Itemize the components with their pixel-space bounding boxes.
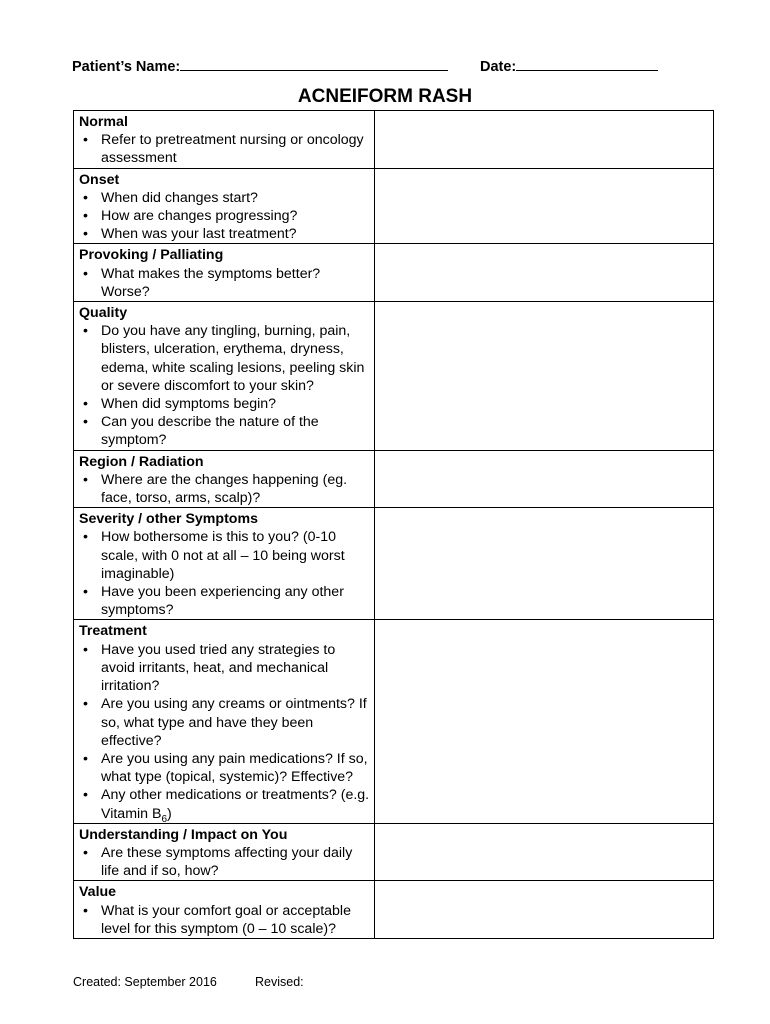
footer — [73, 975, 304, 989]
list-item: • When did changes start? — [79, 189, 371, 207]
answer-cell[interactable] — [375, 111, 714, 169]
answer-cell[interactable] — [375, 823, 714, 881]
date-blank[interactable] — [516, 56, 658, 71]
section-understanding — [74, 823, 375, 881]
table-row — [74, 244, 714, 302]
section-title: Region / Radiation — [79, 453, 204, 470]
revised-label: Revised: — [255, 975, 304, 989]
list-item: • How are changes progressing? — [79, 207, 371, 225]
list-item: • Where are the changes happening (eg. face, torso, arms, scalp)? — [79, 471, 371, 507]
table-row — [74, 111, 714, 169]
section-value — [74, 881, 375, 939]
date-field[interactable] — [480, 56, 658, 75]
list-item: • Are you using any creams or ointments? If so, what type and have they been effective? — [79, 695, 371, 750]
answer-cell[interactable] — [375, 450, 714, 508]
list-item: • Refer to pretreatment nursing or oncology assessment — [79, 131, 371, 167]
section-title: Treatment — [79, 623, 147, 640]
answer-cell[interactable] — [375, 881, 714, 939]
answer-cell[interactable] — [375, 508, 714, 620]
list-item: • Have you been experiencing any other symptoms? — [79, 583, 371, 619]
list-item: • When was your last treatment? — [79, 225, 371, 243]
list-item: • What is your comfort goal or acceptable level for this symptom (0 – 10 scale)? — [79, 902, 371, 938]
list-item-text-end: ) — [167, 805, 172, 822]
section-title: Provoking / Palliating — [79, 247, 224, 264]
table-row — [74, 302, 714, 451]
list-item: • Do you have any tingling, burning, pain, blisters, ulceration, erythema, dryness, edema, white scaling lesions, peeling skin or severe discomfort to your skin? — [79, 322, 371, 395]
list-item-text: Any other medications or treatments? (e.g. Vitamin B — [101, 787, 370, 822]
section-provoking — [74, 244, 375, 302]
answer-cell[interactable] — [375, 302, 714, 451]
table-row — [74, 508, 714, 620]
section-treatment — [74, 620, 375, 823]
table-row — [74, 823, 714, 881]
date-label: Date: — [480, 59, 517, 75]
table-row — [74, 168, 714, 244]
patient-name-field[interactable] — [72, 56, 448, 75]
section-title: Value — [79, 884, 117, 901]
page-title: ACNEIFORM RASH — [297, 86, 473, 107]
table-row — [74, 450, 714, 508]
section-region — [74, 450, 375, 508]
section-title: Quality — [79, 305, 128, 322]
answer-cell[interactable] — [375, 244, 714, 302]
list-item — [79, 786, 371, 825]
section-onset — [74, 168, 375, 244]
section-quality — [74, 302, 375, 451]
section-title: Onset — [79, 171, 120, 188]
section-severity — [74, 508, 375, 620]
section-title: Normal — [79, 114, 128, 130]
answer-cell[interactable] — [375, 168, 714, 244]
list-item: • Are you using any pain medications? If so, what type (topical, systemic)? Effective? — [79, 750, 371, 786]
patient-name-blank[interactable] — [180, 56, 448, 71]
list-item: • Are these symptoms affecting your daily life and if so, how? — [79, 844, 371, 880]
list-item: • Have you used tried any strategies to avoid irritants, heat, and mechanical irritation? — [79, 641, 371, 696]
list-item: • How bothersome is this to you? (0-10 scale, with 0 not at all – 10 being worst imaginable) — [79, 528, 371, 583]
section-title: Severity / other Symptoms — [79, 511, 258, 528]
list-item: • What makes the symptoms better? Worse? — [79, 265, 371, 301]
table-row — [74, 881, 714, 939]
assessment-table — [73, 110, 714, 939]
list-item: • When did symptoms begin? — [79, 395, 371, 413]
created-date: Created: September 2016 — [73, 975, 217, 989]
table-row — [74, 620, 714, 823]
answer-cell[interactable] — [375, 620, 714, 823]
subscript-text: 6 — [161, 813, 168, 825]
patient-name-label: Patient’s Name: — [72, 59, 181, 75]
section-normal — [74, 111, 375, 169]
list-item: • Can you describe the nature of the symptom? — [79, 413, 371, 449]
section-title: Understanding / Impact on You — [79, 826, 288, 843]
patient-header — [72, 56, 672, 78]
